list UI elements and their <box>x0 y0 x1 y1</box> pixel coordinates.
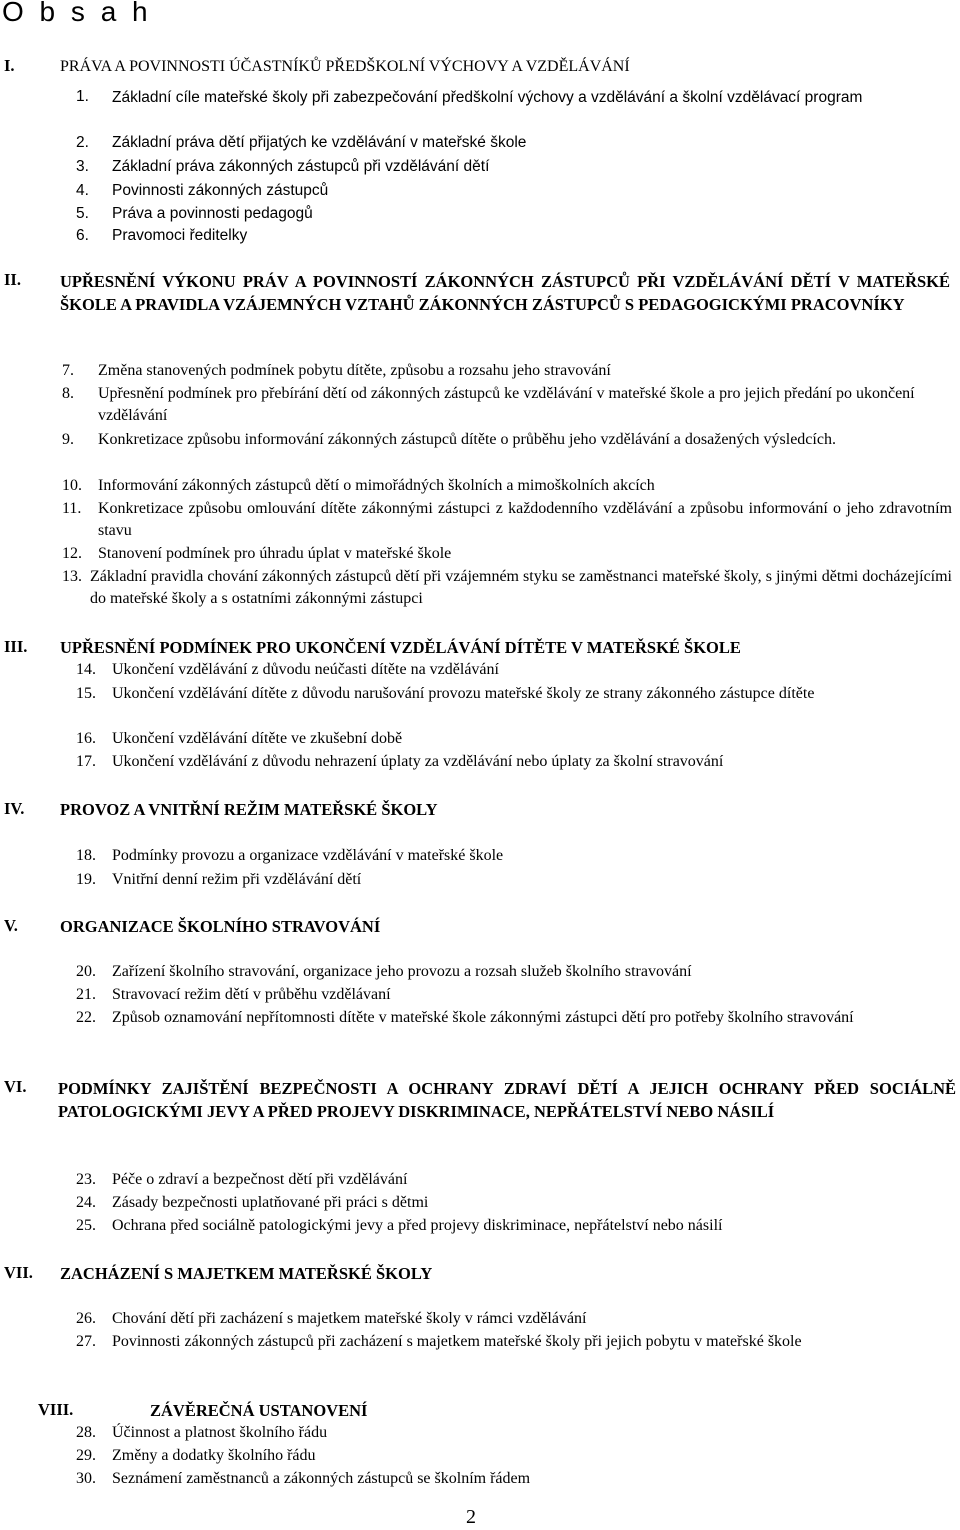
toc-item-text: Chování dětí při zacházení s majetkem mateřské školy v rámci vzdělávání <box>112 1310 587 1327</box>
section-5-number: V. <box>4 916 18 935</box>
toc-item-text: Způsob oznamování nepřítomnosti dítěte v mateřské škole zákonnými zástupci dětí pro potřeby školního stravování <box>112 1009 854 1026</box>
toc-item-number: 28. <box>76 1424 96 1441</box>
section-4-title: PROVOZ A VNITŘNÍ REŽIM MATEŘSKÉ ŠKOLY <box>60 800 438 819</box>
section-7-title: ZACHÁZENÍ S MAJETKEM MATEŘSKÉ ŠKOLY <box>60 1264 433 1283</box>
toc-item-text: Změna stanovených podmínek pobytu dítěte, způsobu a rozsahu jeho stravování <box>98 362 611 379</box>
toc-item-text: Základní cíle mateřské školy při zabezpečování předškolní výchovy a vzdělávání a školní vzdělávací program <box>112 89 863 106</box>
toc-item-text: Vnitřní denní režim při vzdělávání dětí <box>112 871 362 888</box>
section-6-title: PODMÍNKY ZAJIŠTĚNÍ BEZPEČNOSTI A OCHRANY ZDRAVÍ DĚTÍ A JEJICH OCHRANY PŘED SOCIÁLNĚ PATOLOGICKÝMI JEVY A PŘED PROJEVY DISKRIMINACE, NEPŘÁTELSTVÍ NEBO NÁSILÍ <box>58 1079 956 1121</box>
toc-item-number: 6. <box>76 227 89 244</box>
toc-item-number: 15. <box>76 685 96 702</box>
section-1-title: PRÁVA A POVINNOSTI ÚČASTNÍKŮ PŘEDŠKOLNÍ VÝCHOVY A VZDĚLÁVÁNÍ <box>60 58 630 75</box>
toc-item-text: Ochrana před sociálně patologickými jevy a před projevy diskriminace, nepřátelství nebo násilí <box>112 1217 723 1234</box>
toc-item-number: 17. <box>76 753 96 770</box>
section-2-title: UPŘESNĚNÍ VÝKONU PRÁV A POVINNOSTÍ ZÁKONNÝCH ZÁSTUPCŮ PŘI VZDĚLÁVÁNÍ DĚTÍ V MATEŘSKÉ ŠKOLE A PRAVIDLA VZÁJEMNÝCH VZTAHŮ ZÁKONNÝCH ZÁSTUPCŮ S PEDAGOGICKÝMI PRACOVNÍKY <box>60 272 950 314</box>
toc-item-number: 27. <box>76 1333 96 1350</box>
toc-item-number: 5. <box>76 205 89 222</box>
section-3-title: UPŘESNĚNÍ PODMÍNEK PRO UKONČENÍ VZDĚLÁVÁNÍ DÍTĚTE V MATEŘSKÉ ŠKOLE <box>60 638 741 657</box>
toc-item-text: Péče o zdraví a bezpečnost dětí při vzdělávání <box>112 1171 408 1188</box>
toc-item-text: Konkretizace způsobu informování zákonných zástupců dítěte o průběhu jeho vzdělávání a dosažených výsledcích. <box>98 431 836 448</box>
toc-item-number: 3. <box>76 158 89 175</box>
toc-item-text: Zásady bezpečnosti uplatňované při práci s dětmi <box>112 1194 429 1211</box>
toc-item-number: 23. <box>76 1171 96 1188</box>
toc-item-text: Základní práva dětí přijatých ke vzdělávání v mateřské škole <box>112 134 527 151</box>
section-2-number: II. <box>4 270 21 289</box>
page-title: O b s a h <box>2 0 152 27</box>
toc-item-number: 12. <box>62 545 82 562</box>
toc-item-text: Konkretizace způsobu omlouvání dítěte zákonnými zástupci z každodenního vzdělávání a způsobu informování o jeho zdravotním stavu <box>98 500 952 539</box>
toc-item-number: 9. <box>62 431 74 448</box>
toc-item-text: Základní práva zákonných zástupců při vzdělávání dětí <box>112 158 490 175</box>
section-6-number: VI. <box>4 1077 27 1096</box>
section-3-number: III. <box>4 637 28 656</box>
page-number: 2 <box>466 1506 476 1528</box>
toc-item-text: Upřesnění podmínek pro přebírání dětí od zákonných zástupců ke vzdělávání v mateřské škole a pro jejich předání po ukončení vzdělávání <box>98 385 915 424</box>
toc-item-text: Ukončení vzdělávání dítěte ve zkušební době <box>112 730 403 747</box>
toc-item-number: 10. <box>62 477 82 494</box>
toc-item-text: Stravovací režim dětí v průběhu vzdělávaní <box>112 986 391 1003</box>
toc-item-text: Ukončení vzdělávání z důvodu nehrazení úplaty za vzdělávání nebo úplaty za školní stravování <box>112 753 724 770</box>
toc-item-number: 4. <box>76 182 89 199</box>
toc-item-text: Změny a dodatky školního řádu <box>112 1447 316 1464</box>
section-7-number: VII. <box>4 1263 33 1282</box>
toc-item-text: Ukončení vzdělávání dítěte z důvodu narušování provozu mateřské školy ze strany zákonného zástupce dítěte <box>112 685 815 702</box>
toc-item-number: 24. <box>76 1194 96 1211</box>
section-5-title: ORGANIZACE ŠKOLNÍHO STRAVOVÁNÍ <box>60 917 381 936</box>
toc-item-number: 18. <box>76 847 96 864</box>
toc-item-number: 19. <box>76 871 96 888</box>
toc-item-text: Zařízení školního stravování, organizace jeho provozu a rozsah služeb školního stravování <box>112 963 692 980</box>
toc-item-text: Ukončení vzdělávání z důvodu neúčasti dítěte na vzdělávání <box>112 661 499 678</box>
toc-item-number: 16. <box>76 730 96 747</box>
toc-item-text: Povinnosti zákonných zástupců <box>112 182 329 199</box>
section-1-number: I. <box>4 56 15 75</box>
toc-item-text: Základní pravidla chování zákonných zástupců dětí při vzájemném styku se zaměstnanci mateřské školy, s jinými dětmi docházejícími do mateřské školy a s ostatními zákonnými zástupci <box>90 568 952 607</box>
toc-item-number: 8. <box>62 385 74 402</box>
toc-item-text: Stanovení podmínek pro úhradu úplat v mateřské škole <box>98 545 452 562</box>
toc-item-text: Pravomoci ředitelky <box>112 227 248 244</box>
toc-item-text: Podmínky provozu a organizace vzdělávání v mateřské škole <box>112 847 504 864</box>
toc-item-number: 2. <box>76 134 89 151</box>
toc-item-number: 7. <box>62 362 74 379</box>
toc-item-number: 26. <box>76 1310 96 1327</box>
toc-item-number: 21. <box>76 986 96 1003</box>
toc-item-number: 29. <box>76 1447 96 1464</box>
toc-item-number: 14. <box>76 661 96 678</box>
toc-item-text: Seznámení zaměstnanců a zákonných zástupců se školním řádem <box>112 1470 531 1487</box>
toc-item-number: 11. <box>62 500 82 517</box>
toc-item-number: 30. <box>76 1470 96 1487</box>
toc-item-number: 25. <box>76 1217 96 1234</box>
toc-item-text: Povinnosti zákonných zástupců při zacházení s majetkem mateřské školy při jejich pobytu v mateřské škole <box>112 1333 802 1350</box>
toc-item-number: 1. <box>76 88 89 105</box>
toc-item-text: Účinnost a platnost školního řádu <box>112 1424 328 1441</box>
section-4-number: IV. <box>4 799 25 818</box>
toc-item-text: Práva a povinnosti pedagogů <box>112 205 313 222</box>
toc-item-number: 20. <box>76 963 96 980</box>
toc-item-text: Informování zákonných zástupců dětí o mimořádných školních a mimoškolních akcích <box>98 477 655 494</box>
section-8-title: ZÁVĚREČNÁ USTANOVENÍ <box>150 1401 368 1420</box>
toc-item-number: 13. <box>62 568 82 585</box>
toc-item-number: 22. <box>76 1009 96 1026</box>
section-8-number: VIII. <box>38 1400 74 1419</box>
